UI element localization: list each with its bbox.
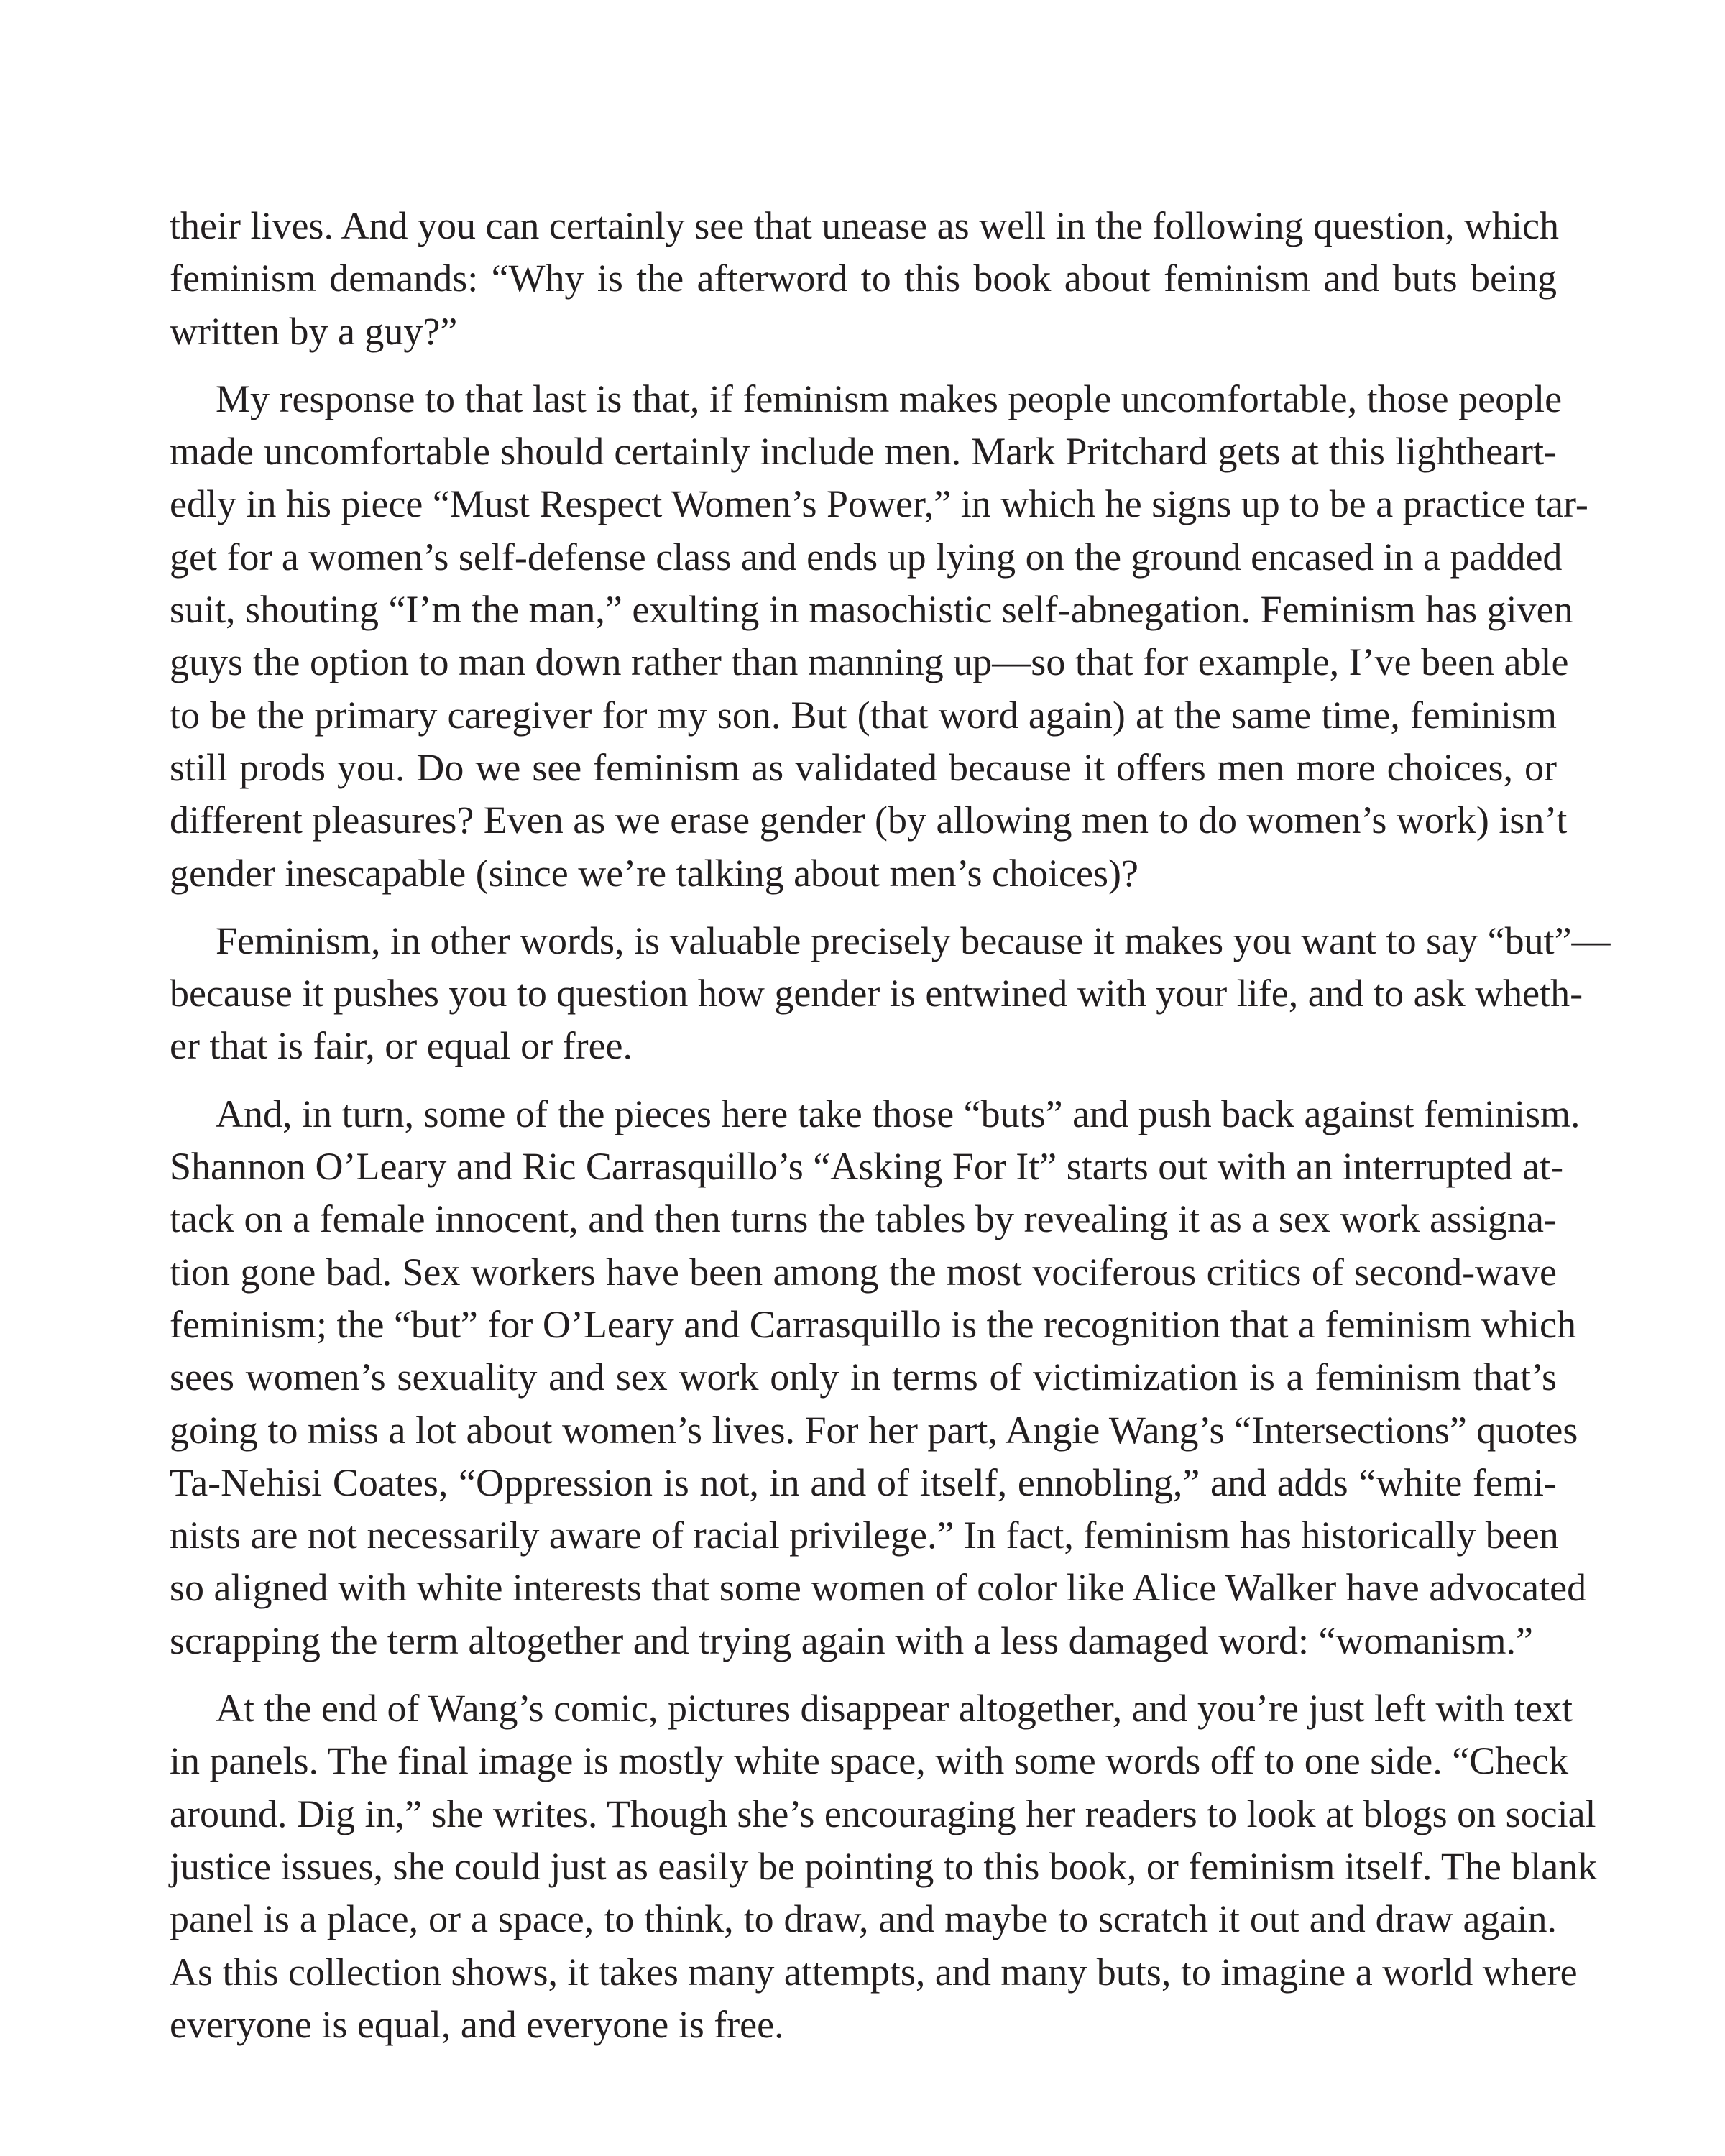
text-line: edly in his piece “Must Respect Women’s Power,” in which he signs up to be a practice tar-: [170, 482, 1588, 526]
text-line: And, in turn, some of the pieces here take those “buts” and push back against feminism.: [216, 1092, 1581, 1135]
text-line: because it pushes you to question how gender is entwined with your life, and to ask wheth-: [170, 972, 1583, 1015]
text-line: gender inescapable (since we’re talking about men’s choices)?: [170, 851, 1138, 895]
text-line: guys the option to man down rather than manning up—so that for example, I’ve been able: [170, 640, 1569, 684]
text-line: sees women’s sexuality and sex work only in terms of victimization is a feminism that’s: [170, 1355, 1557, 1399]
text-line: Ta-Nehisi Coates, “Oppression is not, in and of itself, ennobling,” and adds “white femi-: [170, 1460, 1557, 1504]
text-line: feminism demands: “Why is the afterword to this book about feminism and buts being: [170, 257, 1557, 300]
text-line: their lives. And you can certainly see that unease as well in the following question, which: [170, 204, 1560, 247]
paragraph-3: [170, 915, 1611, 1073]
text-line: At the end of Wang’s comic, pictures disappear altogether, and you’re just left with text: [216, 1687, 1573, 1731]
text-line: going to miss a lot about women’s lives. For her part, Angie Wang’s “Intersections” quotes: [170, 1408, 1578, 1452]
text-line: written by a guy?”: [170, 309, 458, 353]
text-line: so aligned with white interests that some women of color like Alice Walker have advocated: [170, 1566, 1587, 1610]
paragraph-5: [170, 1682, 1598, 2051]
text-line: er that is fair, or equal or free.: [170, 1024, 633, 1068]
text-line: get for a women’s self-defense class and ends up lying on the ground encased in a padded: [170, 535, 1563, 579]
text-line: My response to that last is that, if feminism makes people uncomfortable, those people: [216, 377, 1563, 420]
text-line: still prods you. Do we see feminism as validated because it offers men more choices, or: [170, 745, 1557, 789]
text-line: different pleasures? Even as we erase gender (by allowing men to do women’s work) isn’t: [170, 798, 1568, 842]
text-line: justice issues, she could just as easily be pointing to this book, or feminism itself. The blank: [170, 1844, 1598, 1888]
text-line: tion gone bad. Sex workers have been among the most vociferous critics of second-wave: [170, 1250, 1557, 1294]
text-line: Shannon O’Leary and Ric Carrasquillo’s “Asking For It” starts out with an interrupted at-: [170, 1145, 1564, 1189]
text-line: tack on a female innocent, and then turns the tables by revealing it as a sex work assigna-: [170, 1197, 1557, 1241]
paragraph-4: [170, 1088, 1587, 1667]
text-line: feminism; the “but” for O’Leary and Carrasquillo is the recognition that a feminism which: [170, 1302, 1576, 1346]
text-line: in panels. The final image is mostly white space, with some words off to one side. “Check: [170, 1739, 1569, 1783]
text-line: around. Dig in,” she writes. Though she’s encouraging her readers to look at blogs on social: [170, 1792, 1596, 1835]
text-line: nists are not necessarily aware of racial privilege.” In fact, feminism has historically been: [170, 1514, 1559, 1557]
text-line: Feminism, in other words, is valuable precisely because it makes you want to say “but”—: [216, 918, 1611, 962]
paragraph-2: [170, 373, 1588, 900]
text-line: suit, shouting “I’m the man,” exulting in masochistic self-abnegation. Feminism has given: [170, 588, 1573, 632]
body-text: [170, 200, 1611, 2066]
text-line: As this collection shows, it takes many attempts, and many buts, to imagine a world where: [170, 1950, 1578, 1994]
text-line: panel is a place, or a space, to think, to draw, and maybe to scratch it out and draw again.: [170, 1897, 1557, 1941]
text-line: everyone is equal, and everyone is free.: [170, 2002, 784, 2046]
paragraph-1: [170, 200, 1560, 358]
text-line: scrapping the term altogether and trying again with a less damaged word: “womanism.”: [170, 1618, 1533, 1662]
text-line: made uncomfortable should certainly include men. Mark Pritchard gets at this lightheart-: [170, 430, 1557, 474]
text-line: to be the primary caregiver for my son. But (that word again) at the same time, feminism: [170, 693, 1557, 737]
